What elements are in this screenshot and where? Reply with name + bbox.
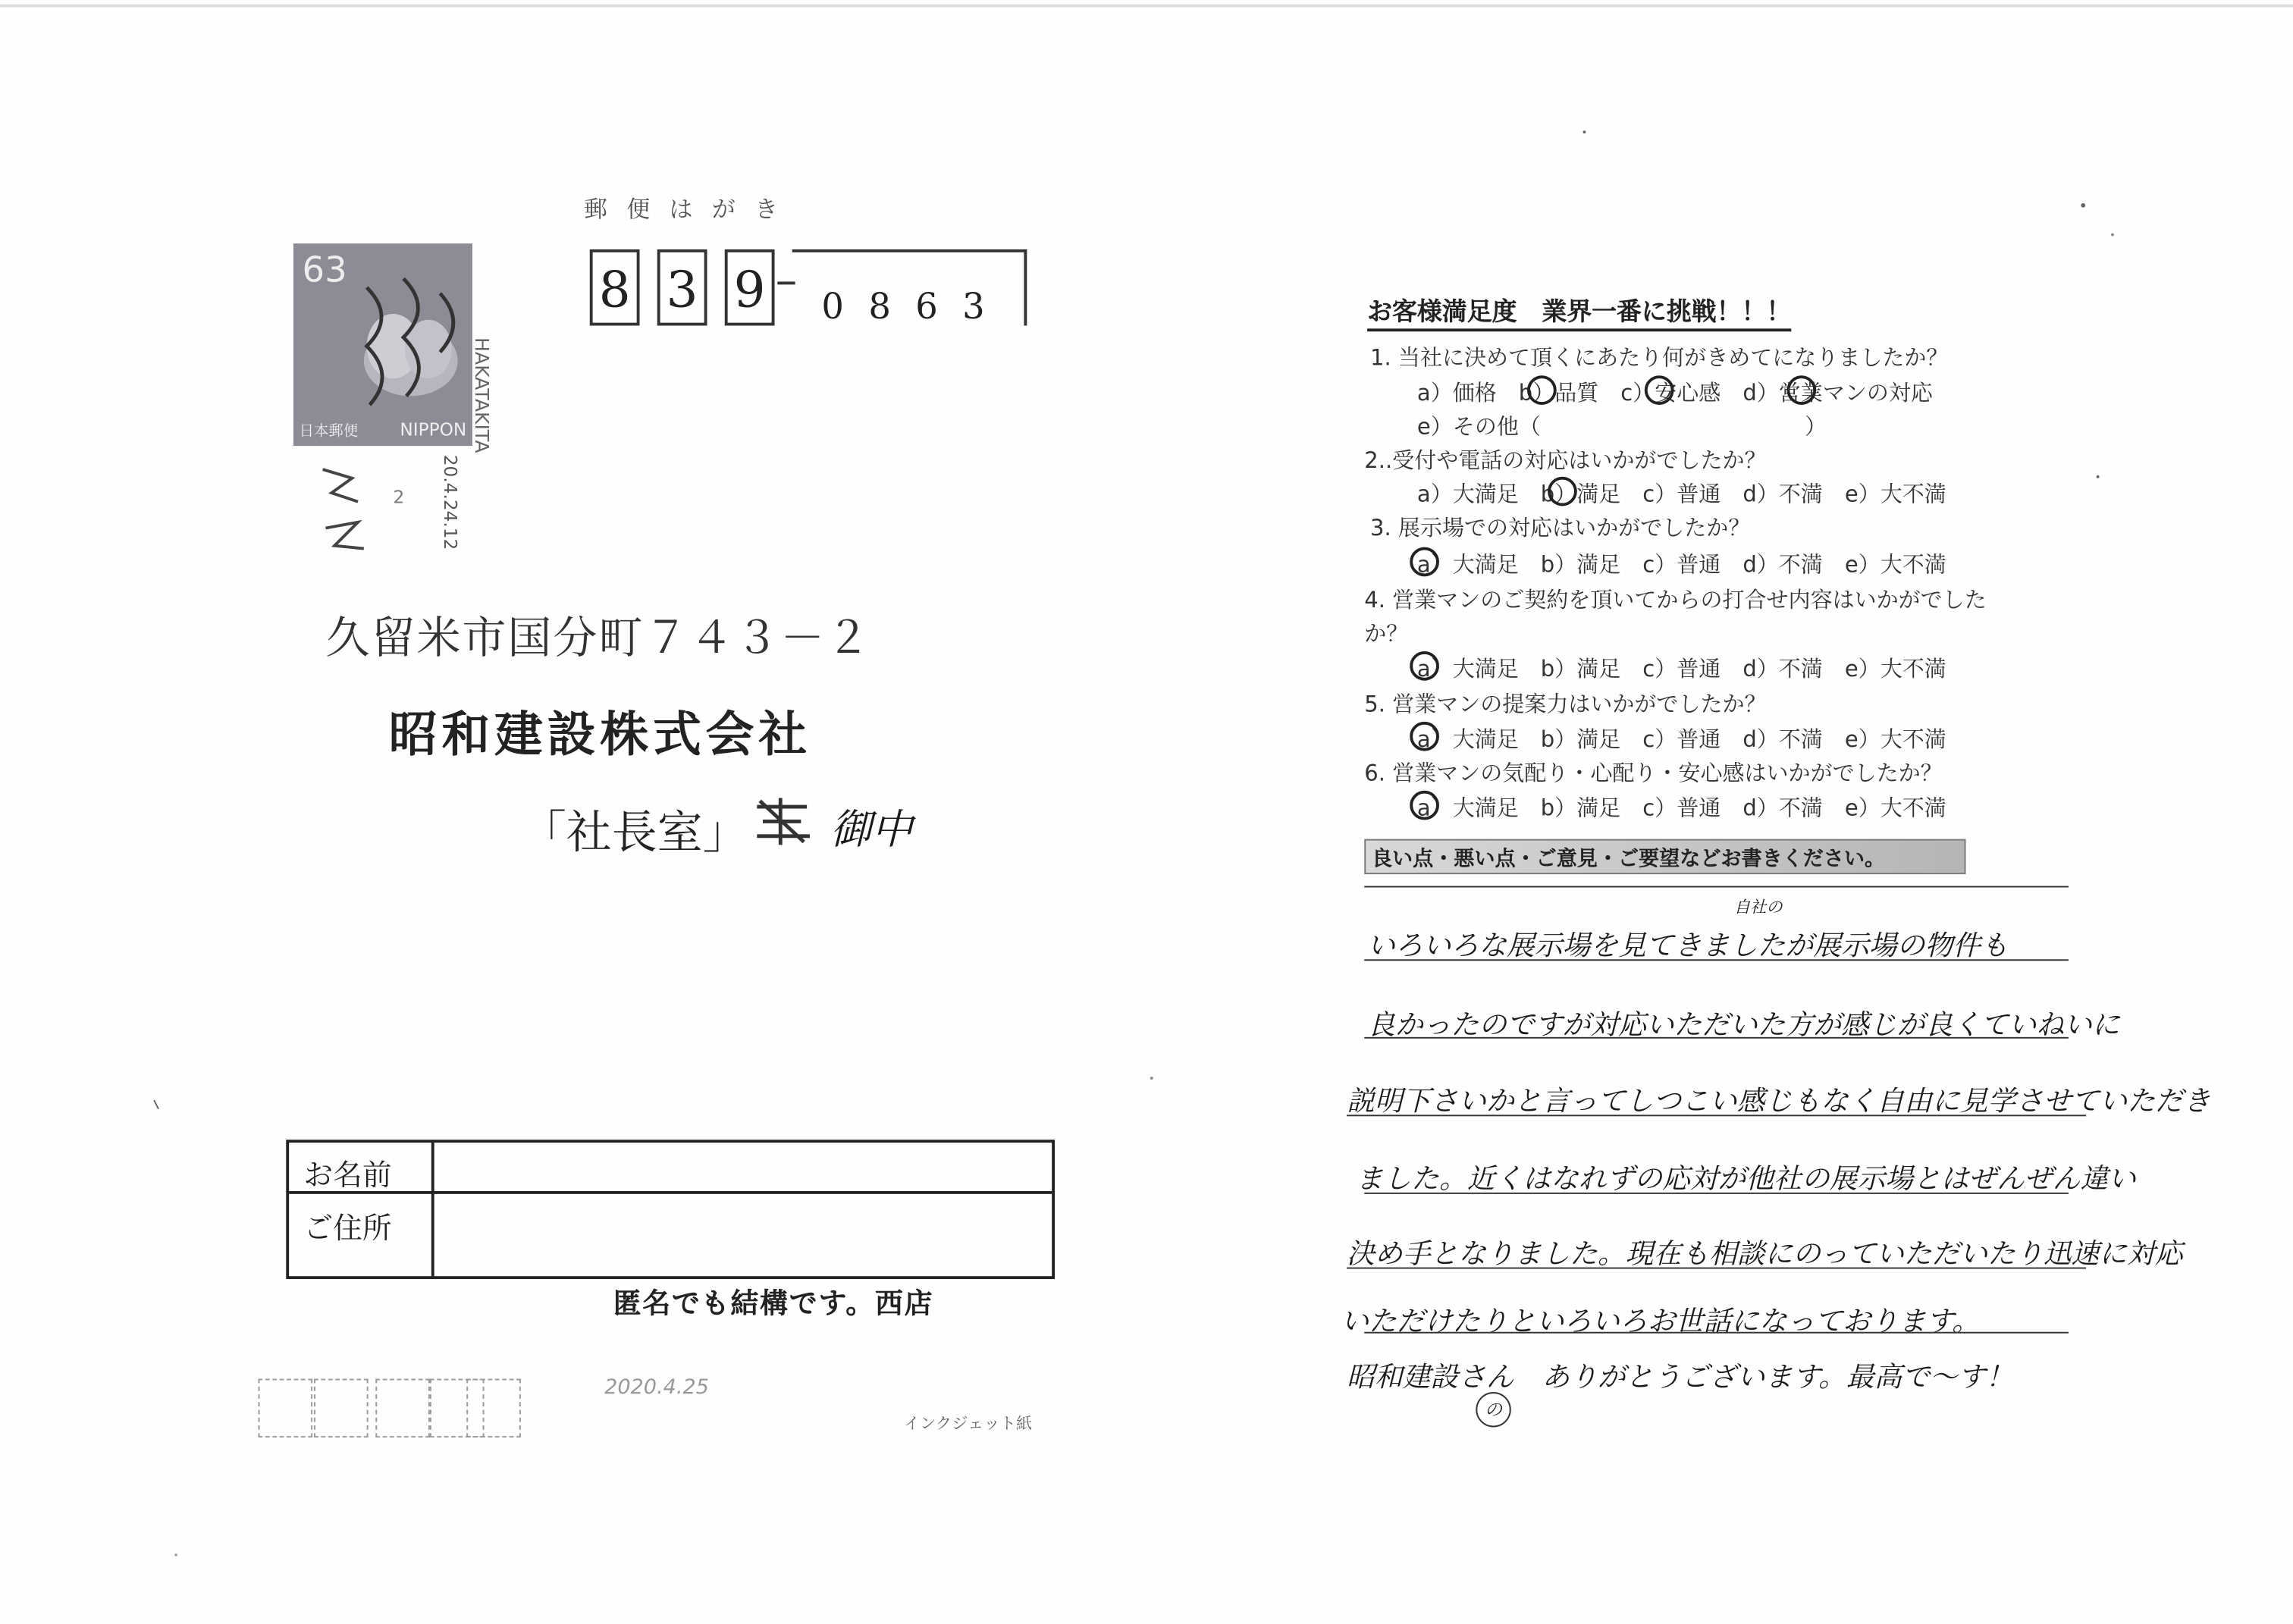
question-4-options: a）大満足 b）満足 c）普通 d）不満 e）大不満	[1416, 655, 1946, 682]
question-3-options: a）大満足 b）満足 c）普通 d）不満 e）大不満	[1416, 551, 1946, 578]
question-2: 2..受付や電話の対応はいかがでしたか？	[1364, 447, 1767, 474]
comment-prompt: 良い点・悪い点・ご意見・ご要望などお書きください。	[1371, 848, 1886, 872]
comment-line: 説明下さいかと言ってしつこい感じもなく自由に見学させていただき	[1347, 1085, 2211, 1118]
zip-digit: 3	[962, 286, 985, 328]
stamp-value: 63	[302, 249, 347, 291]
comment-line: ました。近くはなれずの応対が他社の展示場とはぜんぜん違い	[1355, 1163, 2136, 1196]
stamp-nippon: NIPPON	[400, 419, 467, 440]
question-6-options: a）大満足 b）満足 c）普通 d）不満 e）大不満	[1416, 795, 1946, 822]
question-6: 6. 営業マンの気配り・心配り・安心感はいかがでしたか？	[1364, 760, 1943, 786]
zip-digit: 6	[915, 286, 938, 328]
postmark-date: 20.4.24.12	[440, 454, 461, 550]
recipient-dept: 「社長室」	[520, 807, 748, 860]
question-5-options: a）大満足 b）満足 c）普通 d）不満 e）大不満	[1416, 726, 1946, 753]
address-label: ご住所	[303, 1210, 392, 1246]
question-4: 4. 営業マンのご契約を頂いてからの打合せ内容はいかがでした	[1364, 586, 1987, 613]
question-2-options: a）大満足 b）満足 c）普通 d）不満 e）大不満	[1416, 481, 1946, 508]
name-label: お名前	[303, 1157, 392, 1193]
postmark-city: HAKATAKITA	[469, 337, 492, 453]
question-1: 1. 当社に決めて頂くにあたり何がきめてになりましたか？	[1370, 344, 1949, 372]
postmark-small: 2	[393, 487, 405, 508]
recipient-company: 昭和建設株式会社	[388, 705, 811, 763]
comment-annotation: 自社の	[1733, 898, 1783, 917]
stamp-japan-post: 日本郵便	[299, 424, 359, 440]
postcard-title: 郵 便 は が き	[584, 195, 784, 224]
question-4-cont: か？	[1364, 620, 1409, 647]
zip-digit: 3	[657, 249, 707, 326]
handwritten-date: 2020.4.25	[604, 1375, 709, 1400]
closing-circle-note: の	[1476, 1392, 1510, 1427]
zip-digit: 8	[868, 286, 891, 328]
comment-line: いただけたりといろいろお世話になっております。	[1341, 1305, 1980, 1338]
question-1-other: e）その他（ ）	[1416, 413, 1827, 440]
question-5: 5. 営業マンの提案力はいかがでしたか？	[1364, 691, 1767, 718]
comment-line: いろいろな展示場を見てきましたが展示場の物件も	[1367, 930, 2009, 963]
zip-digit: 8	[590, 249, 640, 326]
zip-digit: 0	[821, 286, 844, 328]
comment-line: 良かったのですが対応いただいた方が感じが良くていねいに	[1367, 1009, 2120, 1042]
question-3: 3. 展示場での対応はいかがでしたか？	[1370, 515, 1751, 541]
question-1-options: a）価格 b）品質 c）安心感 d）営業マンの対応	[1416, 380, 1933, 406]
closing-line: 昭和建設さん ありがとうございます。最高で〜す！	[1347, 1361, 2014, 1394]
recipient-address: 久留米市国分町７４３－２	[325, 613, 872, 665]
honorific-handwritten: 御中	[830, 805, 913, 854]
anonymous-note: 匿名でも結構です。西店	[613, 1287, 934, 1321]
comment-line: 決め手となりました。現在も相談にのっていただいたり迅速に対応	[1347, 1237, 2183, 1271]
paper-type-note: インクジェット紙	[903, 1414, 1033, 1434]
zip-digit: 9	[725, 249, 775, 326]
survey-title: お客様満足度 業界一番に挑戦！！！	[1367, 290, 1791, 331]
